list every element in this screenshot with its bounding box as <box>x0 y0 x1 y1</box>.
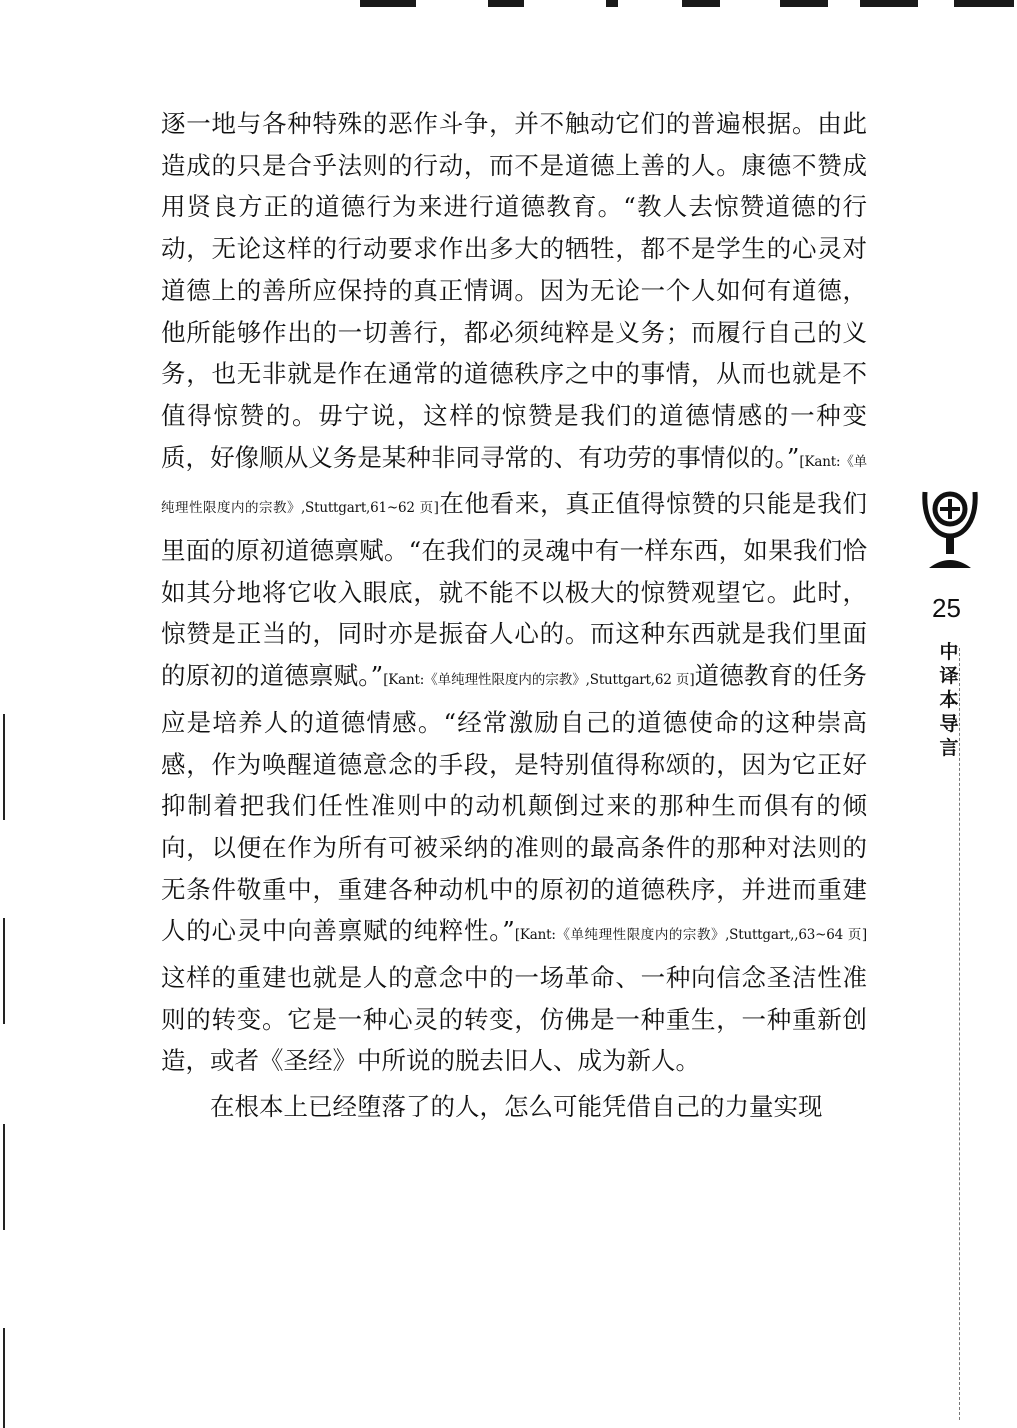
page-number: 25 <box>932 593 961 623</box>
margin-dashed-rule <box>959 648 960 1420</box>
para1-part-d: 这样的重建也就是人的意念中的一场革命、一种向信念圣洁性准则的转变。它是一种心灵的转变，仿佛是一种重生，一种重新创造，或者《圣经》中所说的脱去旧人、成为新人。 <box>161 963 867 1076</box>
citation-3: [Kant:《单纯理性限度内的宗教》,Stuttgart,,63~64 页] <box>514 927 867 944</box>
running-title-char: 言 <box>939 737 959 759</box>
book-series-emblem-icon <box>919 486 981 572</box>
scan-artifact-bar <box>3 918 5 1024</box>
citation-2: [Kant:《单纯理性限度内的宗教》,Stuttgart,62 页] <box>383 672 695 689</box>
running-title-char: 中 <box>939 641 959 663</box>
scan-artifact-bar <box>3 714 5 820</box>
paragraph-2: 在根本上已经堕落了的人，怎么可能凭借自己的力量实现 <box>210 1092 823 1122</box>
paragraph-1 <box>161 103 867 1082</box>
para1-part-c: 道德教育的任务应是培养人的道德情感。“经常激励自己的道德使命的这种崇高感，作为唤醒道德意念的手段，是特别值得称颂的，因为它正好抑制着把我们任性准则中的动机颠倒过来的那种生而俱有的倾向，以便在作为所有可被采纳的准则的最高条件的那种对法则的无条件敬重中，重建各种动机中的原初的道德秩序，并进而重建人的心灵中向善禀赋的纯粹性。” <box>161 661 867 946</box>
para1-part-b: 在他看来，真正值得惊赞的只能是我们里面的原初道德禀赋。“在我们的灵魂中有一样东西，如果我们恰如其分地将它收入眼底，就不能不以极大的惊赞观望它。此时，惊赞是正当的，同时亦是振奋人心的。而这种东西就是我们里面的原初的道德禀赋。” <box>161 489 867 691</box>
scan-artifact-bar <box>3 1328 5 1428</box>
citation-1: [Kant:《单纯理性限度内的宗教》,Stuttgart,61~62 页] <box>161 453 867 517</box>
main-text-block <box>161 103 867 1128</box>
scan-artifact-bar <box>3 1124 5 1230</box>
running-title-char: 导 <box>939 713 959 735</box>
para1-part-a: 逐一地与各种特殊的恶作斗争，并不触动它们的普遍根据。由此造成的只是合乎法则的行动，而不是道德上善的人。康德不赞成用贤良方正的道德行为来进行道德教育。“教人去惊赞道德的行动，无论这样的行动要求作出多大的牺牲，都不是学生的心灵对道德上的善所应保持的真正情调。因为无论一个人如何有道德，他所能够作出的一切善行，都必须纯粹是义务；而履行自己的义务，也无非就是作在通常的道德秩序之中的事情，从而也就是不值得惊赞的。毋宁说，这样的惊赞是我们的道德情感的一种变质，好像顺从义务是某种非同寻常的、有功劳的事情似的。” <box>161 109 867 472</box>
running-title-char: 译 <box>939 665 959 687</box>
running-title-char: 本 <box>939 689 959 711</box>
previous-line-fragments <box>360 0 1017 8</box>
